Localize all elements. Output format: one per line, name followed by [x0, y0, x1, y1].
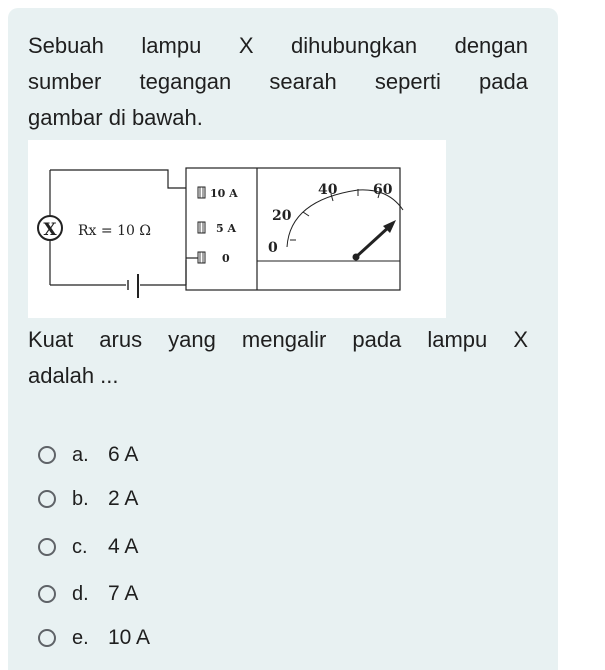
- circuit-diagram: [28, 140, 446, 318]
- question-line-2: sumber tegangan searah seperti pada: [28, 69, 528, 94]
- option-text: 7 A: [108, 582, 139, 605]
- option-text: 6 A: [108, 443, 139, 466]
- scale-20-label: 20: [272, 208, 292, 224]
- scale-40-label: 40: [318, 182, 338, 198]
- radio-button-icon[interactable]: [38, 629, 56, 647]
- circuit-figure: [28, 140, 446, 318]
- option-letter: e.: [72, 626, 89, 649]
- range-5a-label: 5 A: [216, 222, 237, 235]
- meter-needle: [356, 226, 390, 257]
- option-letter: a.: [72, 443, 89, 466]
- scale-60-label: 60: [373, 182, 393, 198]
- option-letter: b.: [72, 487, 89, 510]
- option-a[interactable]: [38, 440, 238, 470]
- option-e[interactable]: [38, 623, 238, 653]
- resistor-label: Rx = 10 Ω: [78, 223, 151, 239]
- lamp-label: X: [43, 220, 57, 240]
- radio-button-icon[interactable]: [38, 585, 56, 603]
- question-text-2: [28, 322, 528, 394]
- range-0-label: 0: [222, 252, 230, 265]
- option-d[interactable]: [38, 579, 238, 609]
- radio-button-icon[interactable]: [38, 490, 56, 508]
- radio-button-icon[interactable]: [38, 446, 56, 464]
- question-line-1: Sebuah lampu X dihubungkan dengan: [28, 33, 528, 58]
- option-text: 10 A: [108, 626, 151, 649]
- option-text: 2 A: [108, 487, 139, 510]
- question-line-5: adalah ...: [28, 363, 119, 388]
- option-b[interactable]: [38, 484, 238, 514]
- option-letter: d.: [72, 582, 89, 605]
- radio-button-icon[interactable]: [38, 538, 56, 556]
- option-letter: c.: [72, 535, 88, 558]
- scale-0-label: 0: [268, 240, 278, 256]
- option-c[interactable]: [38, 532, 238, 562]
- question-text: [28, 28, 528, 136]
- range-10a-label: 10 A: [210, 187, 238, 200]
- question-line-4: Kuat arus yang mengalir pada lampu X: [28, 327, 528, 352]
- question-line-3: gambar di bawah.: [28, 105, 203, 130]
- option-text: 4 A: [108, 535, 139, 558]
